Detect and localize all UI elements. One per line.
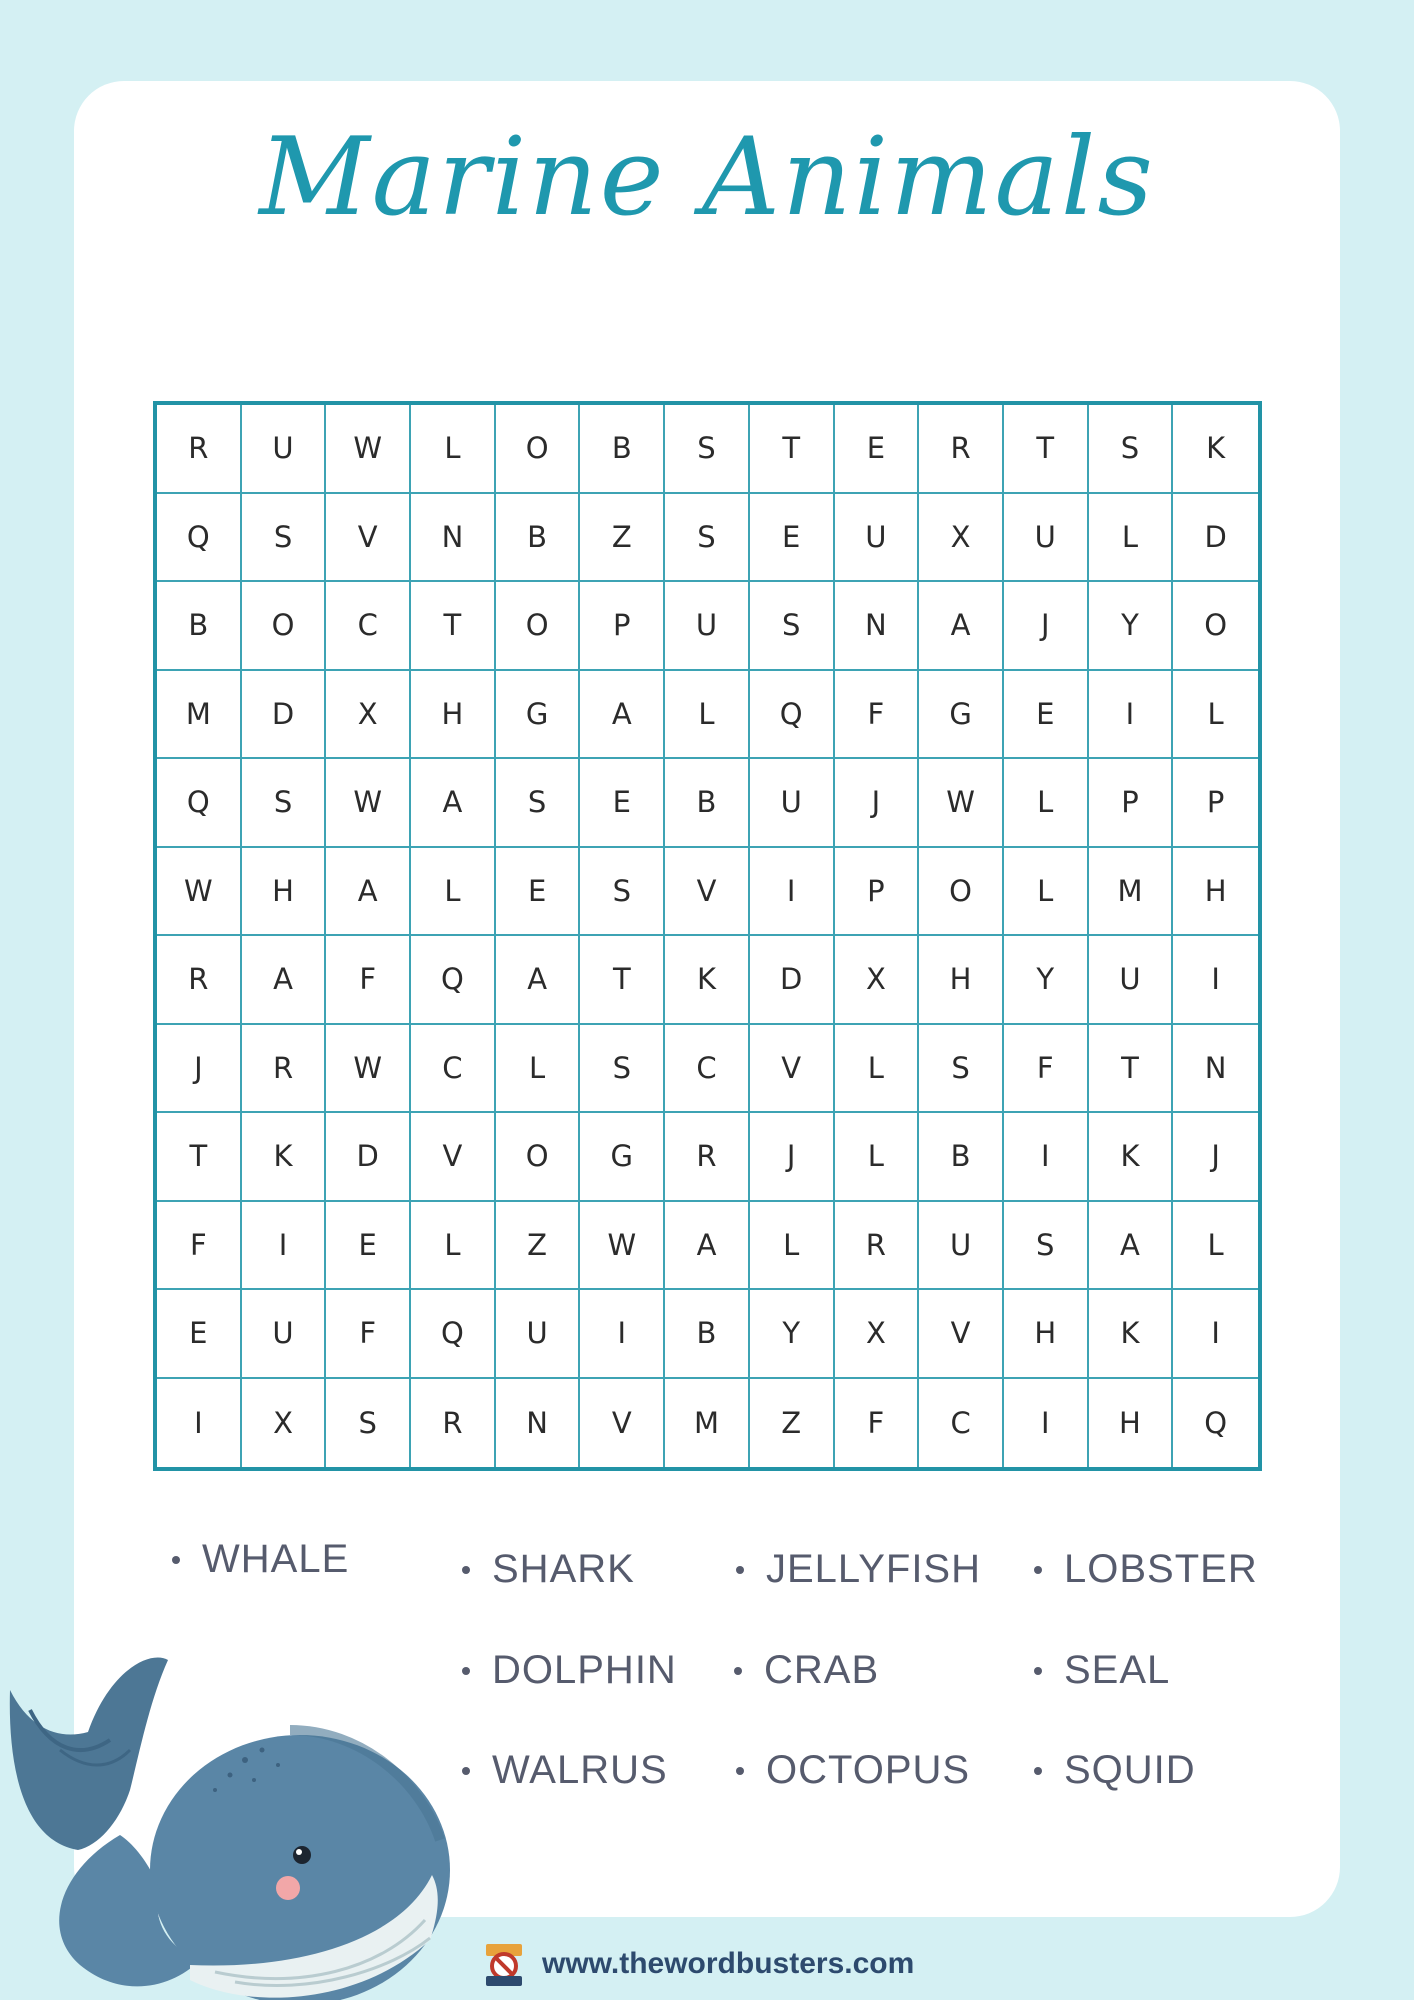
grid-cell: K bbox=[1089, 1113, 1174, 1202]
grid-cell: O bbox=[242, 582, 327, 671]
grid-cell: U bbox=[496, 1290, 581, 1379]
grid-cell: E bbox=[580, 759, 665, 848]
word-list-item bbox=[736, 1547, 981, 1592]
word-label: SHARK bbox=[492, 1547, 635, 1591]
grid-cell: E bbox=[157, 1290, 242, 1379]
grid-cell: U bbox=[1004, 494, 1089, 583]
grid-cell: U bbox=[1089, 936, 1174, 1025]
grid-cell: R bbox=[157, 405, 242, 494]
wordbusters-logo-icon bbox=[480, 1940, 528, 1988]
word-list-item bbox=[1034, 1648, 1170, 1693]
word-label: WALRUS bbox=[492, 1748, 668, 1792]
grid-cell: X bbox=[835, 1290, 920, 1379]
grid-cell: B bbox=[580, 405, 665, 494]
grid-cell: M bbox=[157, 671, 242, 760]
word-label: JELLYFISH bbox=[766, 1547, 981, 1591]
bullet bbox=[736, 1767, 744, 1775]
grid-cell: A bbox=[1089, 1202, 1174, 1291]
grid-cell: S bbox=[919, 1025, 1004, 1114]
bullet bbox=[736, 1566, 744, 1574]
grid-cell: O bbox=[496, 1113, 581, 1202]
grid-cell: L bbox=[1089, 494, 1174, 583]
grid-cell: D bbox=[326, 1113, 411, 1202]
grid-cell: W bbox=[157, 848, 242, 937]
grid-cell: L bbox=[665, 671, 750, 760]
grid-cell: X bbox=[326, 671, 411, 760]
grid-cell: L bbox=[411, 848, 496, 937]
grid-cell: S bbox=[242, 759, 327, 848]
grid-cell: Z bbox=[580, 494, 665, 583]
word-label: LOBSTER bbox=[1064, 1547, 1258, 1591]
grid-cell: H bbox=[242, 848, 327, 937]
grid-cell: O bbox=[496, 582, 581, 671]
grid-cell: I bbox=[1173, 1290, 1258, 1379]
bullet bbox=[462, 1667, 470, 1675]
word-list-item bbox=[1034, 1748, 1196, 1793]
grid-cell: D bbox=[242, 671, 327, 760]
word-list-item bbox=[462, 1748, 668, 1793]
grid-cell: S bbox=[1089, 405, 1174, 494]
grid-cell: F bbox=[835, 1379, 920, 1468]
word-label: SQUID bbox=[1064, 1748, 1196, 1792]
grid-cell: Q bbox=[157, 759, 242, 848]
grid-cell: I bbox=[750, 848, 835, 937]
grid-cell: I bbox=[1004, 1113, 1089, 1202]
grid-cell: Z bbox=[750, 1379, 835, 1468]
grid-cell: L bbox=[750, 1202, 835, 1291]
grid-cell: K bbox=[1173, 405, 1258, 494]
grid-cell: A bbox=[411, 759, 496, 848]
grid-cell: M bbox=[665, 1379, 750, 1468]
grid-cell: W bbox=[326, 1025, 411, 1114]
grid-cell: S bbox=[496, 759, 581, 848]
word-list-item bbox=[734, 1648, 879, 1693]
grid-cell: Q bbox=[157, 494, 242, 583]
grid-cell: G bbox=[496, 671, 581, 760]
grid-cell: F bbox=[835, 671, 920, 760]
grid-cell: I bbox=[1173, 936, 1258, 1025]
grid-cell: A bbox=[665, 1202, 750, 1291]
grid-cell: A bbox=[326, 848, 411, 937]
grid-cell: L bbox=[1173, 671, 1258, 760]
grid-cell: R bbox=[919, 405, 1004, 494]
grid-cell: S bbox=[580, 1025, 665, 1114]
grid-cell: P bbox=[1173, 759, 1258, 848]
grid-cell: F bbox=[1004, 1025, 1089, 1114]
grid-cell: T bbox=[411, 582, 496, 671]
word-label: CRAB bbox=[764, 1648, 880, 1692]
grid-cell: I bbox=[157, 1379, 242, 1468]
grid-cell: A bbox=[919, 582, 1004, 671]
grid-cell: S bbox=[1004, 1202, 1089, 1291]
grid-cell: R bbox=[242, 1025, 327, 1114]
grid-cell: E bbox=[496, 848, 581, 937]
grid-cell: V bbox=[665, 848, 750, 937]
bullet bbox=[1034, 1767, 1042, 1775]
grid-cell: L bbox=[411, 1202, 496, 1291]
grid-cell: B bbox=[665, 759, 750, 848]
word-label: WHALE bbox=[202, 1537, 350, 1581]
grid-cell: X bbox=[919, 494, 1004, 583]
grid-cell: P bbox=[1089, 759, 1174, 848]
grid-cell: B bbox=[919, 1113, 1004, 1202]
grid-cell: F bbox=[326, 1290, 411, 1379]
word-list-item bbox=[462, 1648, 677, 1693]
grid-cell: J bbox=[750, 1113, 835, 1202]
grid-cell: U bbox=[665, 582, 750, 671]
grid-cell: E bbox=[750, 494, 835, 583]
grid-cell: O bbox=[496, 405, 581, 494]
grid-cell: N bbox=[835, 582, 920, 671]
grid-cell: S bbox=[665, 494, 750, 583]
grid-cell: F bbox=[157, 1202, 242, 1291]
website-url[interactable]: www.thewordbusters.com bbox=[542, 1947, 915, 1980]
grid-cell: Y bbox=[1004, 936, 1089, 1025]
grid-cell: K bbox=[665, 936, 750, 1025]
grid-cell: Q bbox=[411, 936, 496, 1025]
grid-cell: S bbox=[326, 1379, 411, 1468]
word-label: DOLPHIN bbox=[492, 1648, 677, 1692]
grid-cell: A bbox=[496, 936, 581, 1025]
grid-cell: G bbox=[580, 1113, 665, 1202]
bullet bbox=[1034, 1566, 1042, 1574]
grid-cell: B bbox=[496, 494, 581, 583]
bullet bbox=[734, 1667, 742, 1675]
grid-cell: E bbox=[835, 405, 920, 494]
grid-cell: K bbox=[242, 1113, 327, 1202]
grid-cell: E bbox=[326, 1202, 411, 1291]
grid-cell: Y bbox=[750, 1290, 835, 1379]
grid-cell: I bbox=[1004, 1379, 1089, 1468]
grid-cell: L bbox=[1004, 848, 1089, 937]
grid-cell: P bbox=[835, 848, 920, 937]
grid-cell: J bbox=[835, 759, 920, 848]
grid-cell: I bbox=[580, 1290, 665, 1379]
word-search-grid bbox=[153, 401, 1262, 1471]
grid-cell: B bbox=[665, 1290, 750, 1379]
grid-cell: W bbox=[326, 759, 411, 848]
grid-cell: L bbox=[411, 405, 496, 494]
word-list-item bbox=[1034, 1547, 1258, 1592]
grid-cell: G bbox=[919, 671, 1004, 760]
grid-cell: N bbox=[411, 494, 496, 583]
bullet bbox=[1034, 1667, 1042, 1675]
grid-cell: U bbox=[835, 494, 920, 583]
grid-cell: Q bbox=[411, 1290, 496, 1379]
grid-cell: R bbox=[411, 1379, 496, 1468]
grid-cell: U bbox=[242, 1290, 327, 1379]
grid-cell: U bbox=[750, 759, 835, 848]
grid-cell: X bbox=[242, 1379, 327, 1468]
word-list-item bbox=[736, 1748, 970, 1793]
grid-cell: L bbox=[1173, 1202, 1258, 1291]
grid-cell: E bbox=[1004, 671, 1089, 760]
grid-cell: W bbox=[326, 405, 411, 494]
grid-cell: Q bbox=[750, 671, 835, 760]
grid-cell: I bbox=[242, 1202, 327, 1291]
grid-cell: C bbox=[326, 582, 411, 671]
grid-cell: X bbox=[835, 936, 920, 1025]
grid-cell: Z bbox=[496, 1202, 581, 1291]
grid-cell: A bbox=[580, 671, 665, 760]
grid-cell: B bbox=[157, 582, 242, 671]
grid-cell: T bbox=[1004, 405, 1089, 494]
grid-cell: C bbox=[919, 1379, 1004, 1468]
grid-cell: K bbox=[1089, 1290, 1174, 1379]
grid-cell: D bbox=[750, 936, 835, 1025]
grid-cell: H bbox=[1173, 848, 1258, 937]
word-list-item bbox=[172, 1537, 349, 1582]
grid-cell: L bbox=[496, 1025, 581, 1114]
grid-cell: N bbox=[496, 1379, 581, 1468]
bullet bbox=[462, 1566, 470, 1574]
grid-cell: S bbox=[580, 848, 665, 937]
grid-cell: N bbox=[1173, 1025, 1258, 1114]
grid-cell: L bbox=[835, 1113, 920, 1202]
grid-cell: Q bbox=[1204, 1405, 1228, 1440]
grid-cell: T bbox=[157, 1113, 242, 1202]
grid-cell: R bbox=[835, 1202, 920, 1291]
grid-cell: T bbox=[1089, 1025, 1174, 1114]
grid-cell: V bbox=[580, 1379, 665, 1468]
grid-cell: S bbox=[750, 582, 835, 671]
grid-cell: H bbox=[1004, 1290, 1089, 1379]
grid-cell: U bbox=[242, 405, 327, 494]
grid-cell: D bbox=[1173, 494, 1258, 583]
grid-cell: J bbox=[157, 1025, 242, 1114]
whale-illustration bbox=[0, 1620, 450, 2000]
grid-cell: R bbox=[665, 1113, 750, 1202]
word-list-item bbox=[462, 1547, 635, 1592]
grid-cell: U bbox=[919, 1202, 1004, 1291]
grid-cell: T bbox=[580, 936, 665, 1025]
grid-cell: O bbox=[1173, 582, 1258, 671]
grid-cell: Y bbox=[1089, 582, 1174, 671]
grid-cell: S bbox=[665, 405, 750, 494]
footer bbox=[480, 1938, 914, 1990]
grid-cell: A bbox=[242, 936, 327, 1025]
grid-cell: F bbox=[326, 936, 411, 1025]
word-label: OCTOPUS bbox=[766, 1748, 971, 1792]
grid-cell: C bbox=[665, 1025, 750, 1114]
grid-cell: I bbox=[1089, 671, 1174, 760]
grid-cell: V bbox=[919, 1290, 1004, 1379]
grid-cell: R bbox=[157, 936, 242, 1025]
grid-cell: H bbox=[1089, 1379, 1174, 1468]
grid-cell: C bbox=[411, 1025, 496, 1114]
grid-cell: J bbox=[1004, 582, 1089, 671]
word-label: SEAL bbox=[1064, 1648, 1171, 1692]
page-title: Marine Animals bbox=[259, 115, 1155, 240]
grid-cell: O bbox=[919, 848, 1004, 937]
grid-cell: P bbox=[580, 582, 665, 671]
grid-cell: H bbox=[411, 671, 496, 760]
grid-cell: V bbox=[750, 1025, 835, 1114]
grid-cell: L bbox=[835, 1025, 920, 1114]
grid-cell: W bbox=[919, 759, 1004, 848]
grid-cell: W bbox=[580, 1202, 665, 1291]
bullet bbox=[172, 1556, 180, 1564]
grid-cell: J bbox=[1173, 1113, 1258, 1202]
grid-cell: S bbox=[242, 494, 327, 583]
bullet bbox=[462, 1767, 470, 1775]
grid-cell: V bbox=[411, 1113, 496, 1202]
grid-cell: L bbox=[1004, 759, 1089, 848]
grid-cell: H bbox=[919, 936, 1004, 1025]
grid-cell: V bbox=[326, 494, 411, 583]
grid-cell: M bbox=[1089, 848, 1174, 937]
grid-cell: T bbox=[750, 405, 835, 494]
